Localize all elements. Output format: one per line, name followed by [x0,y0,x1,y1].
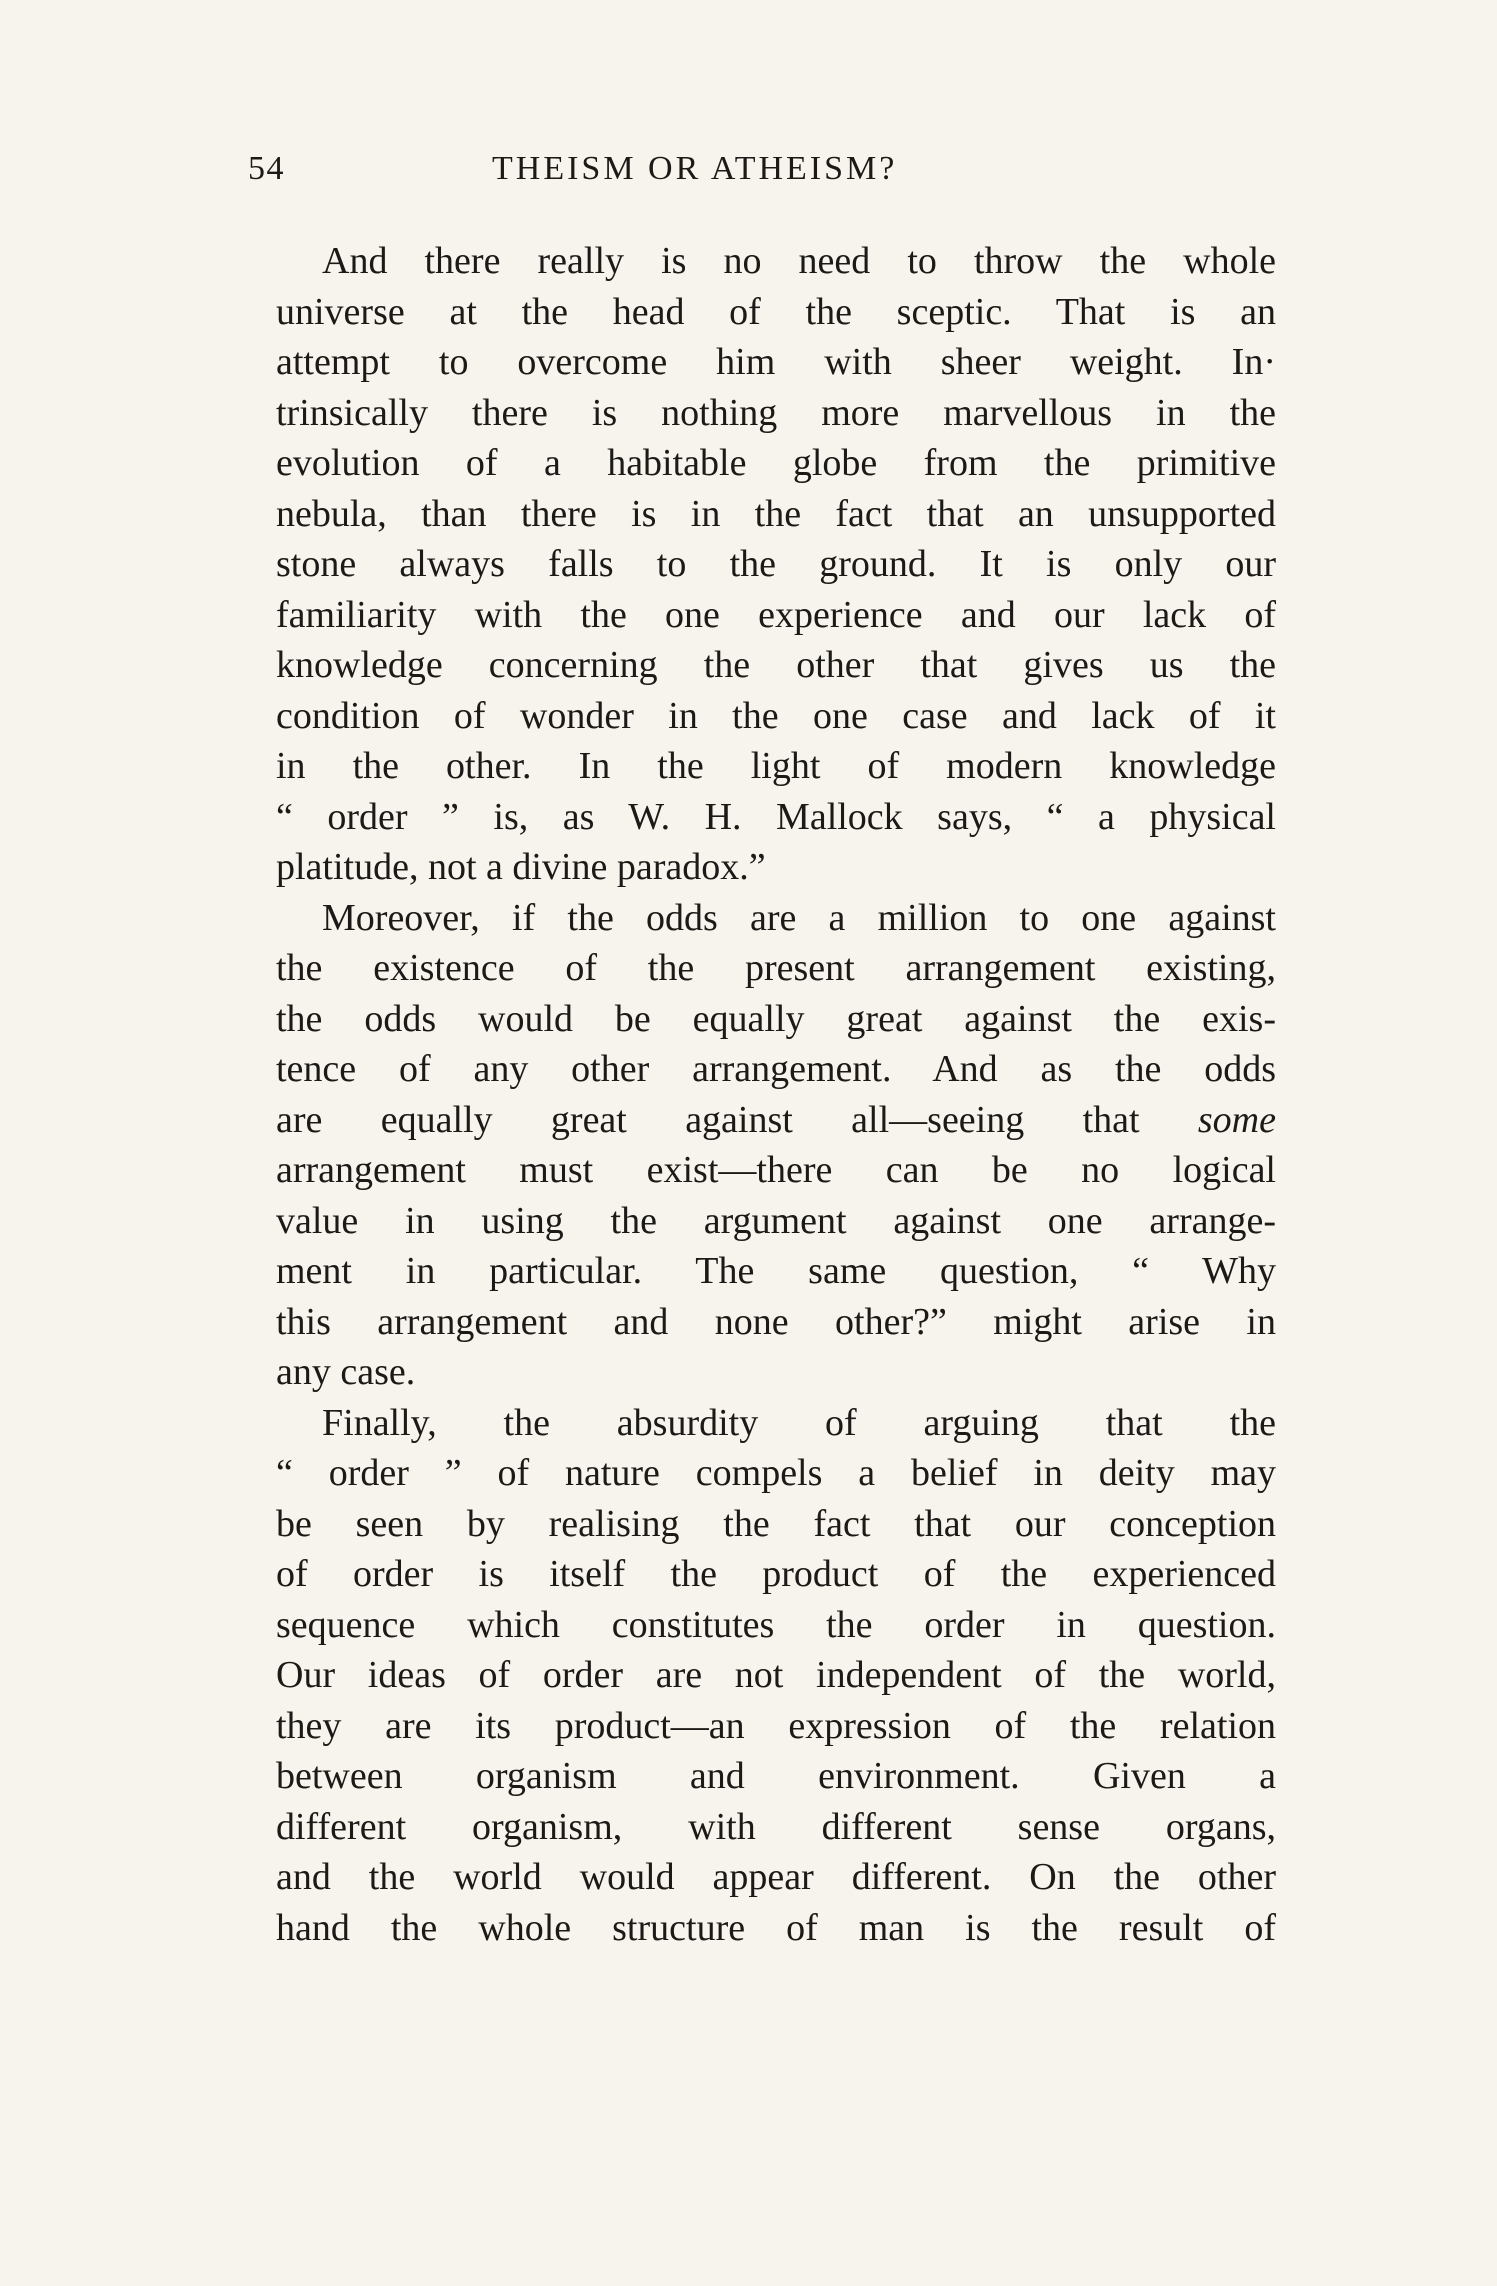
text-line: the odds would be equally great against the exis- [276,997,1276,1040]
text-line: any case. [276,1351,416,1393]
text-line: the existence of the present arrangement existing, [276,947,1276,989]
running-title: THEISM OR ATHEISM? [492,150,898,187]
text-line: arrangement must exist—there can be no logical [276,1149,1276,1191]
text-line: nebula, than there is in the fact that an unsupported [276,492,1276,535]
text-line: this arrangement and none other?” might arise in [276,1300,1276,1343]
page-number: 54 [248,150,285,187]
text-line: tence of any other arrangement. And as the odds [276,1048,1276,1090]
text-line: they are its product—an expression of the relation [276,1704,1276,1747]
text-line: attempt to overcome him with sheer weight. In· [276,341,1276,383]
text-line: familiarity with the one experience and our lack of [276,593,1276,636]
italic-word: some [1197,1098,1276,1141]
text-line: “ order ” is, as W. H. Mallock says, “ a physical [276,795,1276,838]
text-line: and the world would appear different. On the other [276,1856,1276,1898]
text-line: And there really is no need to throw the whole [322,240,1276,282]
text-line: knowledge concerning the other that gives us the [276,644,1276,686]
text-line: value in using the argument against one arrange- [276,1199,1276,1242]
text-segment: are equally great against all—seeing that [276,1098,1198,1141]
text-line: platitude, not a divine paradox.” [276,846,766,888]
text-line: trinsically there is nothing more marvellous in the [276,391,1276,434]
text-line [276,1095,1276,1146]
text-line: sequence which constitutes the order in question. [276,1603,1276,1646]
running-head [248,150,1284,200]
text-line: evolution of a habitable globe from the primitive [276,442,1276,484]
text-line: ment in particular. The same question, “ Why [276,1250,1276,1292]
text-line: stone always falls to the ground. It is only our [276,543,1276,585]
body-text [276,236,1276,1953]
text-line: different organism, with different sense organs, [276,1805,1276,1848]
text-line: Our ideas of order are not independent of the world, [276,1654,1276,1696]
text-line: in the other. In the light of modern knowledge [276,745,1276,787]
text-line: Moreover, if the odds are a million to one against [322,896,1276,939]
text-line: Finally, the absurdity of arguing that the [322,1401,1276,1444]
text-line: universe at the head of the sceptic. That is an [276,290,1276,333]
text-line: be seen by realising the fact that our conception [276,1502,1276,1545]
text-line: condition of wonder in the one case and lack of it [276,694,1276,737]
text-line: of order is itself the product of the experienced [276,1553,1276,1595]
text-line: between organism and environment. Given a [276,1755,1276,1797]
text-line: hand the whole structure of man is the result of [276,1906,1276,1949]
text-line: “ order ” of nature compels a belief in deity may [276,1452,1276,1494]
